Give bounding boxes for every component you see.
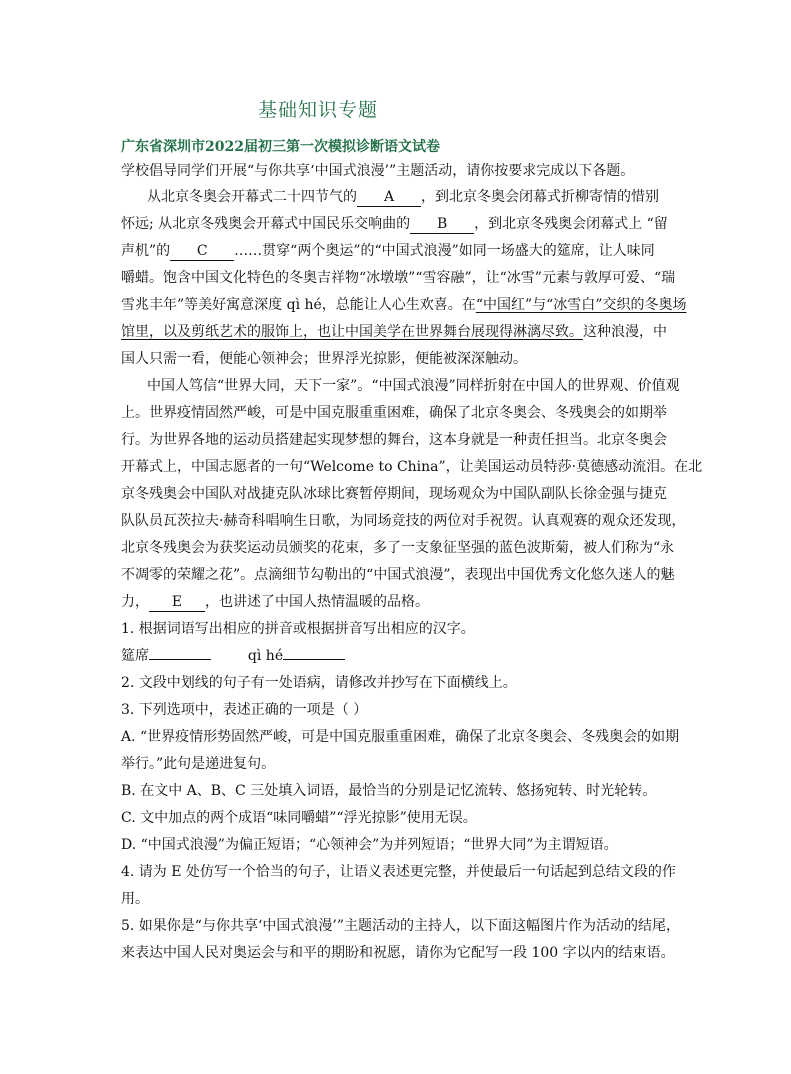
q1-pinyin-qihe: qì hé [247,648,284,664]
q1-answer-blank-2[interactable] [283,659,345,660]
option-a-line-1: A. “世界疫情形势固然严峻，可是中国克服重重困难，确保了北京冬奥会、冬残奥会的如期 [121,729,680,745]
p2-line-8: 不凋零的荣耀之花”。点滴细节勾勒出的“中国式浪漫”，表现出中国优秀文化悠久迷人的魅 [121,567,675,583]
p2-line-7: 北京冬残奥会为获奖运动员颁奖的花束，多了一支象征坚强的蓝色波斯菊，被人们称为“永 [121,540,675,556]
question-5-line-2: 来表达中国人民对奥运会与和平的期盼和祝愿，请你为它配写一段 100 字以内的结束语。 [121,945,675,961]
p2-line-5: 京冬残奥会中国队对战捷克队冰球比赛暂停期间，现场观众为中国队副队长徐金强与捷克 [121,486,667,502]
p1-line-5: 雪兆丰年”等美好寓意深度 qì hé，总能让人心生欢喜。在“中国红”与“冰雪白”交织的冬奥场 [121,297,687,313]
blank-a: A [357,189,421,207]
p2-line-6: 队队员瓦茨拉夫·赫奇科唱响生日歌，为同场竞技的两位对手祝贺。认真观赛的观众还发现， [121,513,686,529]
question-4-line-1: 4. 请为 E 处仿写一个恰当的句子，让语义表述更完整，并使最后一句话起到总结文段的作 [121,864,676,880]
p2-line-9: 力， E ，也讲述了中国人热情温暖的品格。 [121,594,429,610]
underlined-sentence-part-2: 馆里，以及剪纸艺术的服饰上，也让中国美学在世界舞台展现得淋漓尽致。 [121,324,583,340]
option-b: B. 在文中 A、B、C 三处填入词语，最恰当的分别是记忆流转、悠扬宛转、时光轮转。 [121,783,657,799]
intro-text: 学校倡导同学们开展“与你共享‘中国式浪漫’”主题活动，请你按要求完成以下各题。 [121,163,635,179]
p1-line-1: 从北京冬奥会开幕式二十四节气的 A ，到北京冬奥会闭幕式折柳寄情的惜别 [147,189,659,205]
underlined-sentence-part-1: “中国红”与“冰雪白”交织的冬奥场 [475,297,687,313]
question-5-line-1: 5. 如果你是“与你共享‘中国式浪漫’”主题活动的主持人，以下面这幅图片作为活动的结尾， [121,918,681,934]
option-d: D. “中国式浪漫”为偏正短语；“心领神会”为并列短语；“世界大同”为主谓短语。 [121,837,618,853]
q1-word-yanxi: 筵席 [121,648,149,664]
question-3: 3. 下列选项中，表述正确的一项是（ ） [121,702,368,718]
question-1-items [121,646,676,666]
blank-c: C [170,243,234,261]
q1-answer-blank-1[interactable] [149,659,211,660]
p2-line-4: 开幕式上，中国志愿者的一句“Welcome to China”，让美国运动员特莎·莫德感动流泪。在北 [121,459,703,475]
p1-line-3: 声机”的 C ……贯穿“两个奥运”的“中国式浪漫”如同一场盛大的筵席，让人味同 [121,243,655,259]
p2-line-3: 行。为世界各地的运动员搭建起实现梦想的舞台，这本身就是一种责任担当。北京冬奥会 [121,432,667,448]
p1-line-4: 嚼蜡。饱含中国文化特色的冬奥吉祥物“冰墩墩”“雪容融”，让“冰雪”元素与敦厚可爱、“瑞 [121,270,676,286]
blank-b: B [410,216,474,234]
p1-line-2: 怀远; 从北京冬残奥会开幕式中国民乐交响曲的 B ，到北京冬残奥会闭幕式上 “留 [121,216,668,232]
option-a-line-2: 举行。”此句是递进复句。 [121,756,276,772]
exam-source: 广东省深圳市2022届初三第一次模拟诊断语文试卷 [121,139,440,155]
page-title: 基础知识专题 [258,99,379,121]
question-2: 2. 文段中划线的句子有一处语病，请修改并抄写在下面横线上。 [121,675,517,691]
question-4-line-2: 用。 [121,891,149,907]
blank-e: E [149,594,205,612]
option-c: C. 文中加点的两个成语“味同嚼蜡”“浮光掠影”使用无误。 [121,810,477,826]
p2-line-1: 中国人笃信“世界大同，天下一家”。“中国式浪漫”同样折射在中国人的世界观、价值观 [147,378,680,394]
p1-line-7: 国人只需一看，便能心领神会；世界浮光掠影，便能被深深触动。 [121,351,527,367]
p1-line-6: 馆里，以及剪纸艺术的服饰上，也让中国美学在世界舞台展现得淋漓尽致。这种浪漫，中 [121,324,667,340]
question-1: 1. 根据词语写出相应的拼音或根据拼音写出相应的汉字。 [121,621,475,637]
p2-line-2: 上。世界疫情固然严峻，可是中国克服重重困难，确保了北京冬奥会、冬残奥会的如期举 [121,405,667,421]
